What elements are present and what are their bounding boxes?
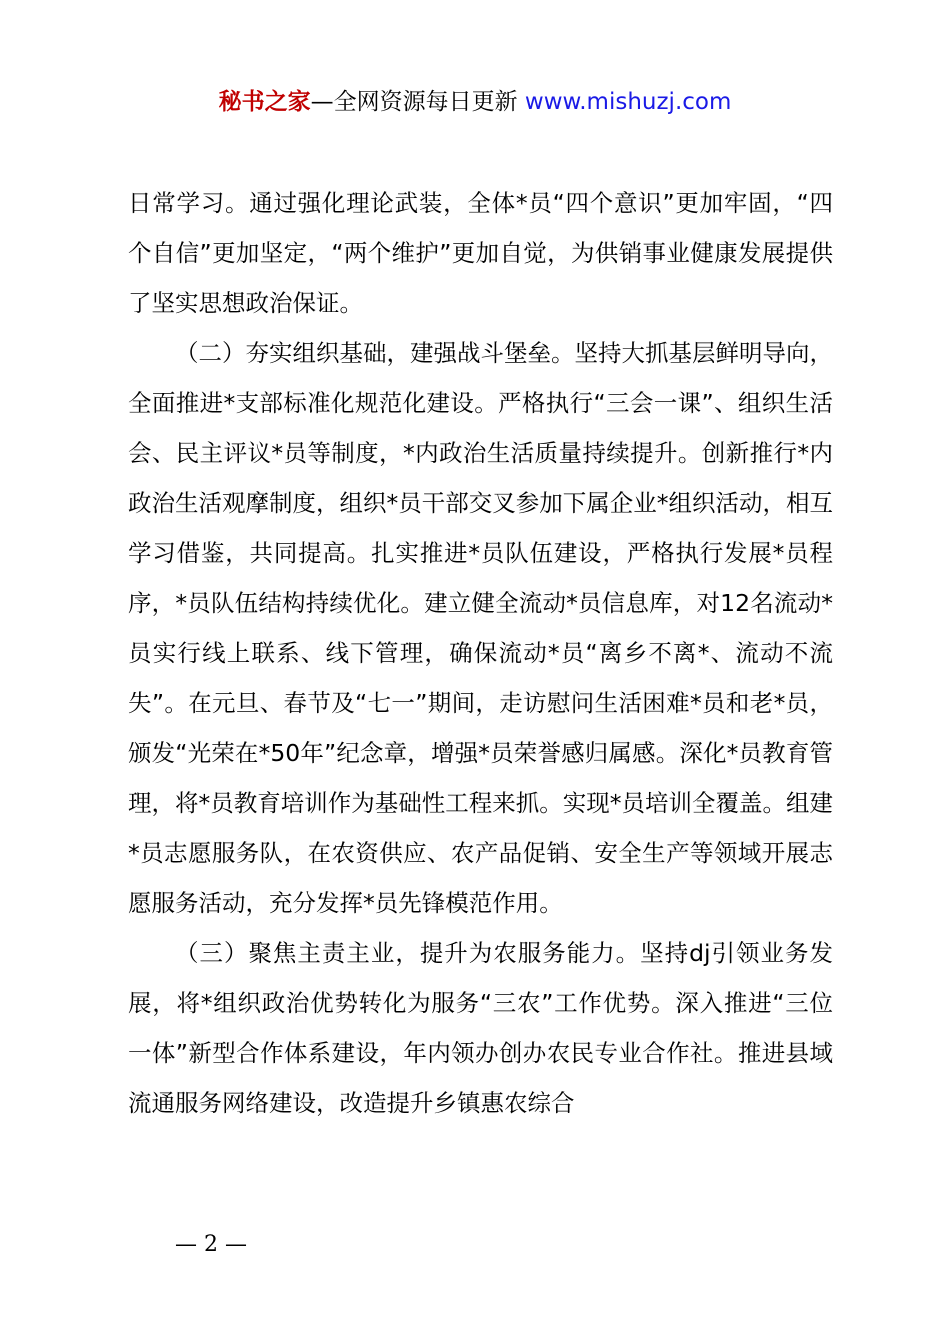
paragraph-3: （三）聚焦主责主业，提升为农服务能力。坚持dj引领业务发展，将*组织政治优势转化为服务“三农”工作优势。深入推进“三位一体”新型合作体系建设，年内领办创办农民专业合作社。推进县域流通服务网络建设，改造提升乡镇惠农综合	[128, 939, 833, 1117]
banner-slogan: —全网资源每日更新	[310, 89, 525, 115]
paragraph-1: 日常学习。通过强化理论武装，全体*员“四个意识”更加牢固，“四个自信”更加坚定，“两个维护”更加自觉，为供销事业健康发展提供了坚实思想政治保证。	[128, 189, 833, 317]
brand-name: 秘书之家	[218, 89, 311, 115]
site-banner	[0, 86, 950, 118]
page-number: — 2 —	[175, 1232, 247, 1257]
document-body	[128, 178, 833, 1128]
site-url-link[interactable]: www.mishuzj.com	[524, 89, 732, 115]
paragraph-2: （二）夯实组织基础，建强战斗堡垒。坚持大抓基层鲜明导向，全面推进*支部标准化规范化建设。严格执行“三会一课”、组织生活会、民主评议*员等制度，*内政治生活质量持续提升。创新推行*内政治生活观摩制度，组织*员干部交叉参加下属企业*组织活动，相互学习借鉴，共同提高。扎实推进*员队伍建设，严格执行发展*员程序，*员队伍结构持续优化。建立健全流动*员信息库，对12名流动*员实行线上联系、线下管理，确保流动*员“离乡不离*、流动不流失”。在元旦、春节及“七一”期间，走访慰问生活困难*员和老*员，颁发“光荣在*50年”纪念章，增强*员荣誉感归属感。深化*员教育管理，将*员教育培训作为基础性工程来抓。实现*员培训全覆盖。组建*员志愿服务队，在农资供应、农产品促销、安全生产等领域开展志愿服务活动，充分发挥*员先锋模范作用。	[128, 339, 833, 917]
